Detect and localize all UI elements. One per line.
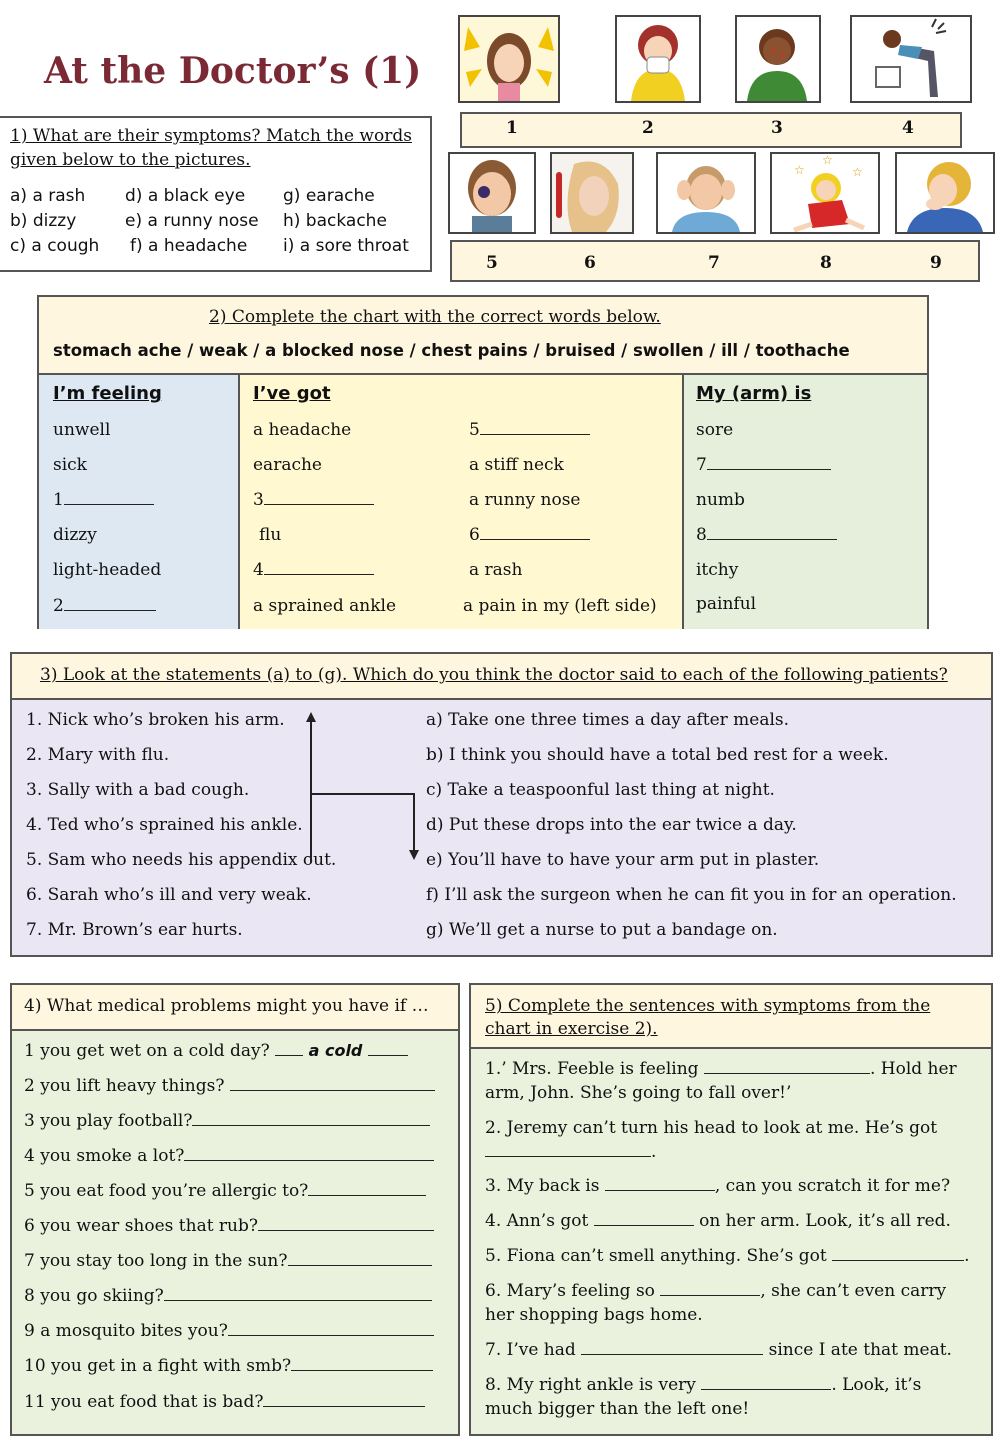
answer-blank[interactable] [704, 1059, 870, 1074]
picture-number: 9 [930, 253, 942, 273]
picture-number: 4 [902, 118, 914, 138]
picture-1-headache [458, 15, 560, 103]
example-answer: a cold [308, 1041, 363, 1060]
exercise-1-heading: 1) What are their symptoms? Match the words given below to the pictures. [10, 126, 412, 170]
picture-8-dizzy [770, 152, 880, 234]
chart-cell: sick [53, 455, 87, 475]
answer-blank[interactable] [660, 1281, 760, 1296]
chart-cell: 1 [53, 490, 154, 510]
answer-blank[interactable] [192, 1111, 430, 1126]
chart-cell: a pain in my (left side) [463, 596, 657, 616]
exercise-2-header [39, 297, 927, 375]
symptom-word: b) dizzy [10, 211, 77, 231]
answer-blank[interactable] [480, 420, 590, 435]
col-header-got: I’ve got [253, 383, 331, 404]
answer-blank[interactable] [64, 490, 154, 505]
answer-blank[interactable] [184, 1146, 434, 1161]
picture-7-headache [656, 152, 756, 234]
answer-blank[interactable] [707, 525, 837, 540]
picture-3-rash [735, 15, 821, 103]
symptom-word: f) a headache [130, 236, 248, 256]
question-item: 7 you stay too long in the sun? [24, 1251, 432, 1271]
exercise-5-body [471, 1049, 991, 1434]
exercise-4-heading: 4) What medical problems might you have if … [24, 996, 429, 1016]
picture-4-backache [850, 15, 972, 103]
patient-item: 3. Sally with a bad cough. [26, 780, 250, 800]
chart-cell: a runny nose [469, 490, 581, 510]
answer-blank[interactable] [264, 560, 374, 575]
exercise-2-word-bank: stomach ache / weak / a blocked nose / chest pains / bruised / swollen / ill / toothache [53, 341, 850, 360]
symptom-word: h) backache [283, 211, 387, 231]
exercise-3-header [12, 654, 991, 700]
sentence-item: 1.’ Mrs. Feeble is feeling . Hold her [485, 1059, 957, 1079]
answer-blank[interactable] [368, 1041, 408, 1056]
chart-cell: a headache [253, 420, 352, 440]
chart-cell: 4 [253, 560, 374, 580]
picture-6-earache [550, 152, 634, 234]
statement-item: g) We’ll get a nurse to put a bandage on. [426, 920, 778, 940]
question-item: 6 you wear shoes that rub? [24, 1216, 434, 1236]
col-header-feeling: I’m feeling [53, 383, 162, 404]
answer-blank[interactable] [291, 1356, 433, 1371]
chart-cell: 2 [53, 596, 156, 616]
answer-blank[interactable] [230, 1076, 435, 1091]
chart-cell: 8 [696, 525, 837, 545]
chart-cell: 6 [469, 525, 590, 545]
chart-cell: 5 [469, 420, 590, 440]
sentence-item: much bigger than the left one! [485, 1399, 750, 1419]
chart-cell: sore [696, 420, 734, 440]
exercise-4-header [12, 985, 458, 1031]
sentence-item: arm, John. She’s going to fall over!’ [485, 1083, 792, 1103]
question-item: 11 you eat food that is bad? [24, 1392, 425, 1412]
patient-item: 7. Mr. Brown’s ear hurts. [26, 920, 243, 940]
patient-item: 2. Mary with flu. [26, 745, 170, 765]
picture-number: 6 [584, 253, 596, 273]
svg-text:☆: ☆ [852, 165, 863, 179]
answer-blank[interactable] [288, 1251, 432, 1266]
svg-text:☆: ☆ [822, 154, 833, 167]
chart-cell: dizzy [53, 525, 97, 545]
chart-cell: painful [696, 594, 757, 614]
answer-blank[interactable] [701, 1375, 831, 1390]
exercise-4-body [12, 1031, 458, 1434]
answer-blank[interactable] [480, 525, 590, 540]
answer-blank[interactable] [275, 1041, 303, 1056]
exercise-5-heading: 5) Complete the sentences with symptoms from the chart in exercise 2). [485, 996, 931, 1039]
exercise-3-box [10, 652, 993, 957]
col-header-body-part: My (arm) is [696, 383, 812, 404]
picture-number: 1 [506, 118, 518, 138]
answer-blank[interactable] [605, 1176, 715, 1191]
picture-2-runny-nose [615, 15, 701, 103]
patient-item: 4. Ted who’s sprained his ankle. [26, 815, 303, 835]
exercise-5-header [471, 985, 991, 1049]
picture-5-black-eye [448, 152, 536, 234]
answer-blank[interactable] [64, 596, 156, 611]
statement-item: c) Take a teaspoonful last thing at night. [426, 780, 775, 800]
exercise-2-chart [37, 295, 929, 629]
picture-number: 7 [708, 253, 720, 273]
exercise-5-box [469, 983, 993, 1436]
statement-item: d) Put these drops into the ear twice a day. [426, 815, 797, 835]
exercise-3-body [12, 700, 991, 955]
exercise-4-box [10, 983, 460, 1436]
answer-blank[interactable] [485, 1142, 651, 1157]
answer-blank[interactable] [263, 1392, 425, 1407]
chart-cell: earache [253, 455, 322, 475]
statement-item: e) You’ll have to have your arm put in plaster. [426, 850, 820, 870]
sentence-item: 3. My back is , can you scratch it for me? [485, 1176, 951, 1196]
sentence-item: her shopping bags home. [485, 1305, 703, 1325]
question-item: 4 you smoke a lot? [24, 1146, 434, 1166]
chart-cell: flu [259, 525, 282, 545]
answer-blank[interactable] [258, 1216, 434, 1231]
symptom-word: g) earache [283, 186, 375, 206]
answer-blank[interactable] [707, 455, 831, 470]
chart-cell: a rash [469, 560, 523, 580]
question-item: 8 you go skiing? [24, 1286, 432, 1306]
patient-item: 1. Nick who’s broken his arm. [26, 710, 285, 730]
answer-blank[interactable] [264, 490, 374, 505]
exercise-2-heading: 2) Complete the chart with the correct words below. [209, 307, 661, 327]
question-item: 5 you eat food you’re allergic to? [24, 1181, 426, 1201]
answer-blank[interactable] [594, 1211, 694, 1226]
symptom-word: a) a rash [10, 186, 86, 206]
statement-item: a) Take one three times a day after meals. [426, 710, 790, 730]
sentence-item: 7. I’ve had since I ate that meat. [485, 1340, 952, 1360]
sentence-item: 6. Mary’s feeling so , she can’t even carry [485, 1281, 947, 1301]
symptom-word: c) a cough [10, 236, 100, 256]
patient-item: 5. Sam who needs his appendix out. [26, 850, 337, 870]
answer-blank[interactable] [228, 1321, 434, 1336]
sentence-item: . [485, 1142, 656, 1162]
picture-number: 3 [771, 118, 783, 138]
question-item: 3 you play football? [24, 1111, 430, 1131]
chart-cell: 3 [253, 490, 374, 510]
question-item: 2 you lift heavy things? [24, 1076, 435, 1096]
answer-blank[interactable] [164, 1286, 432, 1301]
symptom-word: i) a sore throat [283, 236, 409, 256]
picture-numbers-top [460, 112, 962, 148]
chart-cell: light-headed [53, 560, 162, 580]
chart-cell: numb [696, 490, 745, 510]
statement-item: f) I’ll ask the surgeon when he can fit you in for an operation. [426, 885, 957, 905]
picture-number: 5 [486, 253, 498, 273]
patient-item: 6. Sarah who’s ill and very weak. [26, 885, 312, 905]
symptom-word: e) a runny nose [125, 211, 259, 231]
chart-cell: itchy [696, 560, 739, 580]
chart-cell: a sprained ankle [253, 596, 397, 616]
sentence-item: 8. My right ankle is very . Look, it’s [485, 1375, 922, 1395]
sentence-item: 2. Jeremy can’t turn his head to look at me. He’s got [485, 1118, 938, 1138]
sentence-item: 4. Ann’s got on her arm. Look, it’s all red. [485, 1211, 951, 1231]
matching-arrow-example [302, 712, 432, 862]
question-item: 9 a mosquito bites you? [24, 1321, 434, 1341]
chart-cell: unwell [53, 420, 111, 440]
svg-text:☆: ☆ [794, 163, 805, 177]
question-item: 10 you get in a fight with smb? [24, 1356, 433, 1376]
answer-blank[interactable] [308, 1181, 426, 1196]
exercise-3-heading: 3) Look at the statements (a) to (g). Which do you think the doctor said to each of the following patients? [40, 665, 948, 685]
chart-cell: a stiff neck [469, 455, 564, 475]
picture-9-cough [895, 152, 995, 234]
answer-blank[interactable] [581, 1340, 763, 1355]
symptom-word: d) a black eye [125, 186, 246, 206]
picture-number: 2 [642, 118, 654, 138]
statement-item: b) I think you should have a total bed rest for a week. [426, 745, 889, 765]
question-item: 1 you get wet on a cold day? a cold [24, 1041, 408, 1061]
sentence-item: 5. Fiona can’t smell anything. She’s got . [485, 1246, 970, 1266]
picture-number: 8 [820, 253, 832, 273]
picture-numbers-bottom [450, 240, 980, 282]
answer-blank[interactable] [832, 1246, 964, 1261]
chart-cell: 7 [696, 455, 831, 475]
page-title: At the Doctor’s (1) [44, 50, 422, 92]
